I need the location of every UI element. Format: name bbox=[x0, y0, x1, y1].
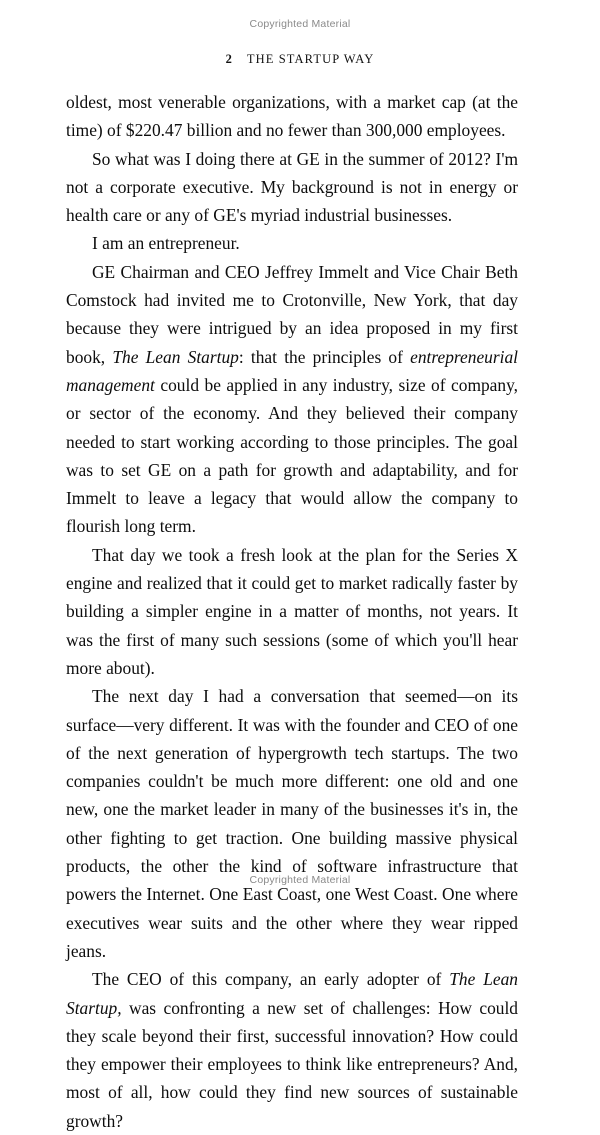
book-title: THE STARTUP WAY bbox=[246, 52, 375, 66]
text-run: : that the principles of bbox=[238, 346, 411, 367]
italic-run: entrepreneurial management bbox=[66, 346, 518, 395]
running-head bbox=[0, 52, 600, 67]
italic-run: The Lean Startup bbox=[112, 346, 239, 367]
paragraph bbox=[66, 258, 518, 541]
italic-run: The Lean Startup, bbox=[66, 969, 518, 1018]
text-run: The CEO of this company, an early adopter of bbox=[92, 969, 450, 990]
paragraph: The next day I had a conversation that seemed—on its surface—very different. It was with the founder and CEO of one of the next generation of hypergrowth tech startups. The two companies couldn't be much more different: one old and one new, one the market leader in many of the businesses it's in, the other fighting to get traction. One building massive physical products, the other the kind of software infrastructure that powers the Internet. One East Coast, one West Coast. One where executives wear suits and the other where they wear ripped jeans. bbox=[66, 686, 518, 961]
text-run: was confronting a new set of challenges: How could they scale beyond their first, successful innovation? How could they empower their employees to think like entrepreneurs? And, most of all, how could they find new sources of sustainable growth? bbox=[66, 997, 518, 1131]
page-number: 2 bbox=[225, 52, 233, 66]
paragraph: That day we took a fresh look at the plan for the Series X engine and realized that it could get to market radically faster by building a simpler engine in a matter of months, not years. It was the first of many such sessions (some of which you'll hear more about). bbox=[66, 544, 518, 678]
text-run: GE Chairman and CEO Jeffrey Immelt and Vice Chair Beth Comstock had invited me to Crotonville, New York, that day because they were intrigued by an idea proposed in my first book, bbox=[66, 261, 518, 367]
paragraph: So what was I doing there at GE in the summer of 2012? I'm not a corporate executive. My background is not in energy or health care or any of GE's myriad industrial businesses. bbox=[66, 148, 518, 226]
text-run: could be applied in any industry, size of company, or sector of the economy. And they believed their company needed to start working according to those principles. The goal was to set GE on a path for growth and adaptability, and for Immelt to leave a legacy that would allow the company to flourish long term. bbox=[66, 374, 518, 537]
paragraph: I am an entrepreneur. bbox=[92, 233, 240, 254]
paragraph: oldest, most venerable organizations, with a market cap (at the time) of $220.47 billion and no fewer than 300,000 employees. bbox=[66, 92, 518, 141]
paragraph bbox=[66, 965, 518, 1135]
copyright-watermark-top: Copyrighted Material bbox=[249, 18, 351, 30]
body-text bbox=[66, 88, 518, 1135]
copyright-watermark-bottom: Copyrighted Material bbox=[249, 874, 351, 886]
